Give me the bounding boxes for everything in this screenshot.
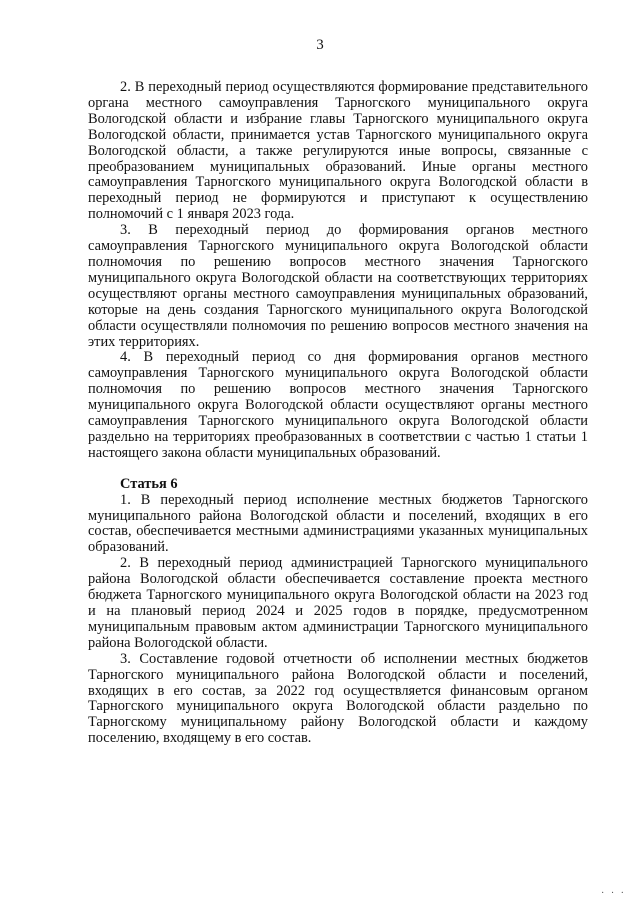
scan-marks-decoration: · · · xyxy=(601,888,626,899)
article5-paragraph-4: 4. В переходный период со дня формирования органов местного самоуправления Тарногского муниципального округа Вологодской области полномочия по решению вопросов местного значения Тарногского муниципального округа Вологодской области осуществляют органы местного самоуправления Тарногского муниципального округа Вологодской области раздельно на территориях преобразованных в соответствии с частью 1 статьи 1 настоящего закона области муниципальных образований. xyxy=(88,349,588,461)
article6-heading: Статья 6 xyxy=(120,475,178,492)
section-spacer xyxy=(88,462,588,477)
document-body xyxy=(88,80,588,747)
page-number: 3 xyxy=(316,37,324,53)
article5-paragraph-2: 2. В переходный период осуществляются формирование представительного органа местного самоуправления Тарногского муниципального округа Вологодской области и избрание главы Тарногского муниципального округа Вологодской области, принимается устав Тарногского муниципального округа Вологодской области, а также регулируются иные вопросы, связанные с преобразованием муниципальных образований. Иные органы местного самоуправления Тарногского муниципального округа Вологодской области в переходный период не формируются и приступают к осуществлению полномочий с 1 января 2023 года. xyxy=(88,79,588,223)
article6-paragraph-2: 2. В переходный период администрацией Тарногского муниципального района Вологодской области обеспечивается составление проекта местного бюджета Тарногского муниципального округа Вологодской области на 2023 год и на плановый период 2024 и 2025 годов в порядке, предусмотренном муниципальным правовым актом администрации Тарногского муниципального района Вологодской области. xyxy=(88,555,588,651)
article6-paragraph-3: 3. Составление годовой отчетности об исполнении местных бюджетов Тарногского муниципального района Вологодской области и поселений, входящих в его состав, за 2022 год осуществляется финансовым органом Тарногского муниципального округа Вологодской области раздельно по Тарногскому муниципальному району Вологодской области и каждому поселению, входящему в его состав. xyxy=(88,650,588,747)
article6-paragraph-1: 1. В переходный период исполнение местных бюджетов Тарногского муниципального района Вологодской области и поселений, входящих в его состав, обеспечивается местными администрациями указанных муниципальных образований. xyxy=(88,491,588,556)
article5-paragraph-3: 3. В переходный период до формирования органов местного самоуправления Тарногского муниципального округа Вологодской области полномочия по решению вопросов местного значения Тарногского муниципального округа Вологодской области на соответствующих территориях осуществляют органы местного самоуправления муниципальных образований, которые на день создания Тарногского муниципального округа Вологодской области осуществляли полномочия по решению вопросов местного значения на этих территориях. xyxy=(88,222,588,350)
